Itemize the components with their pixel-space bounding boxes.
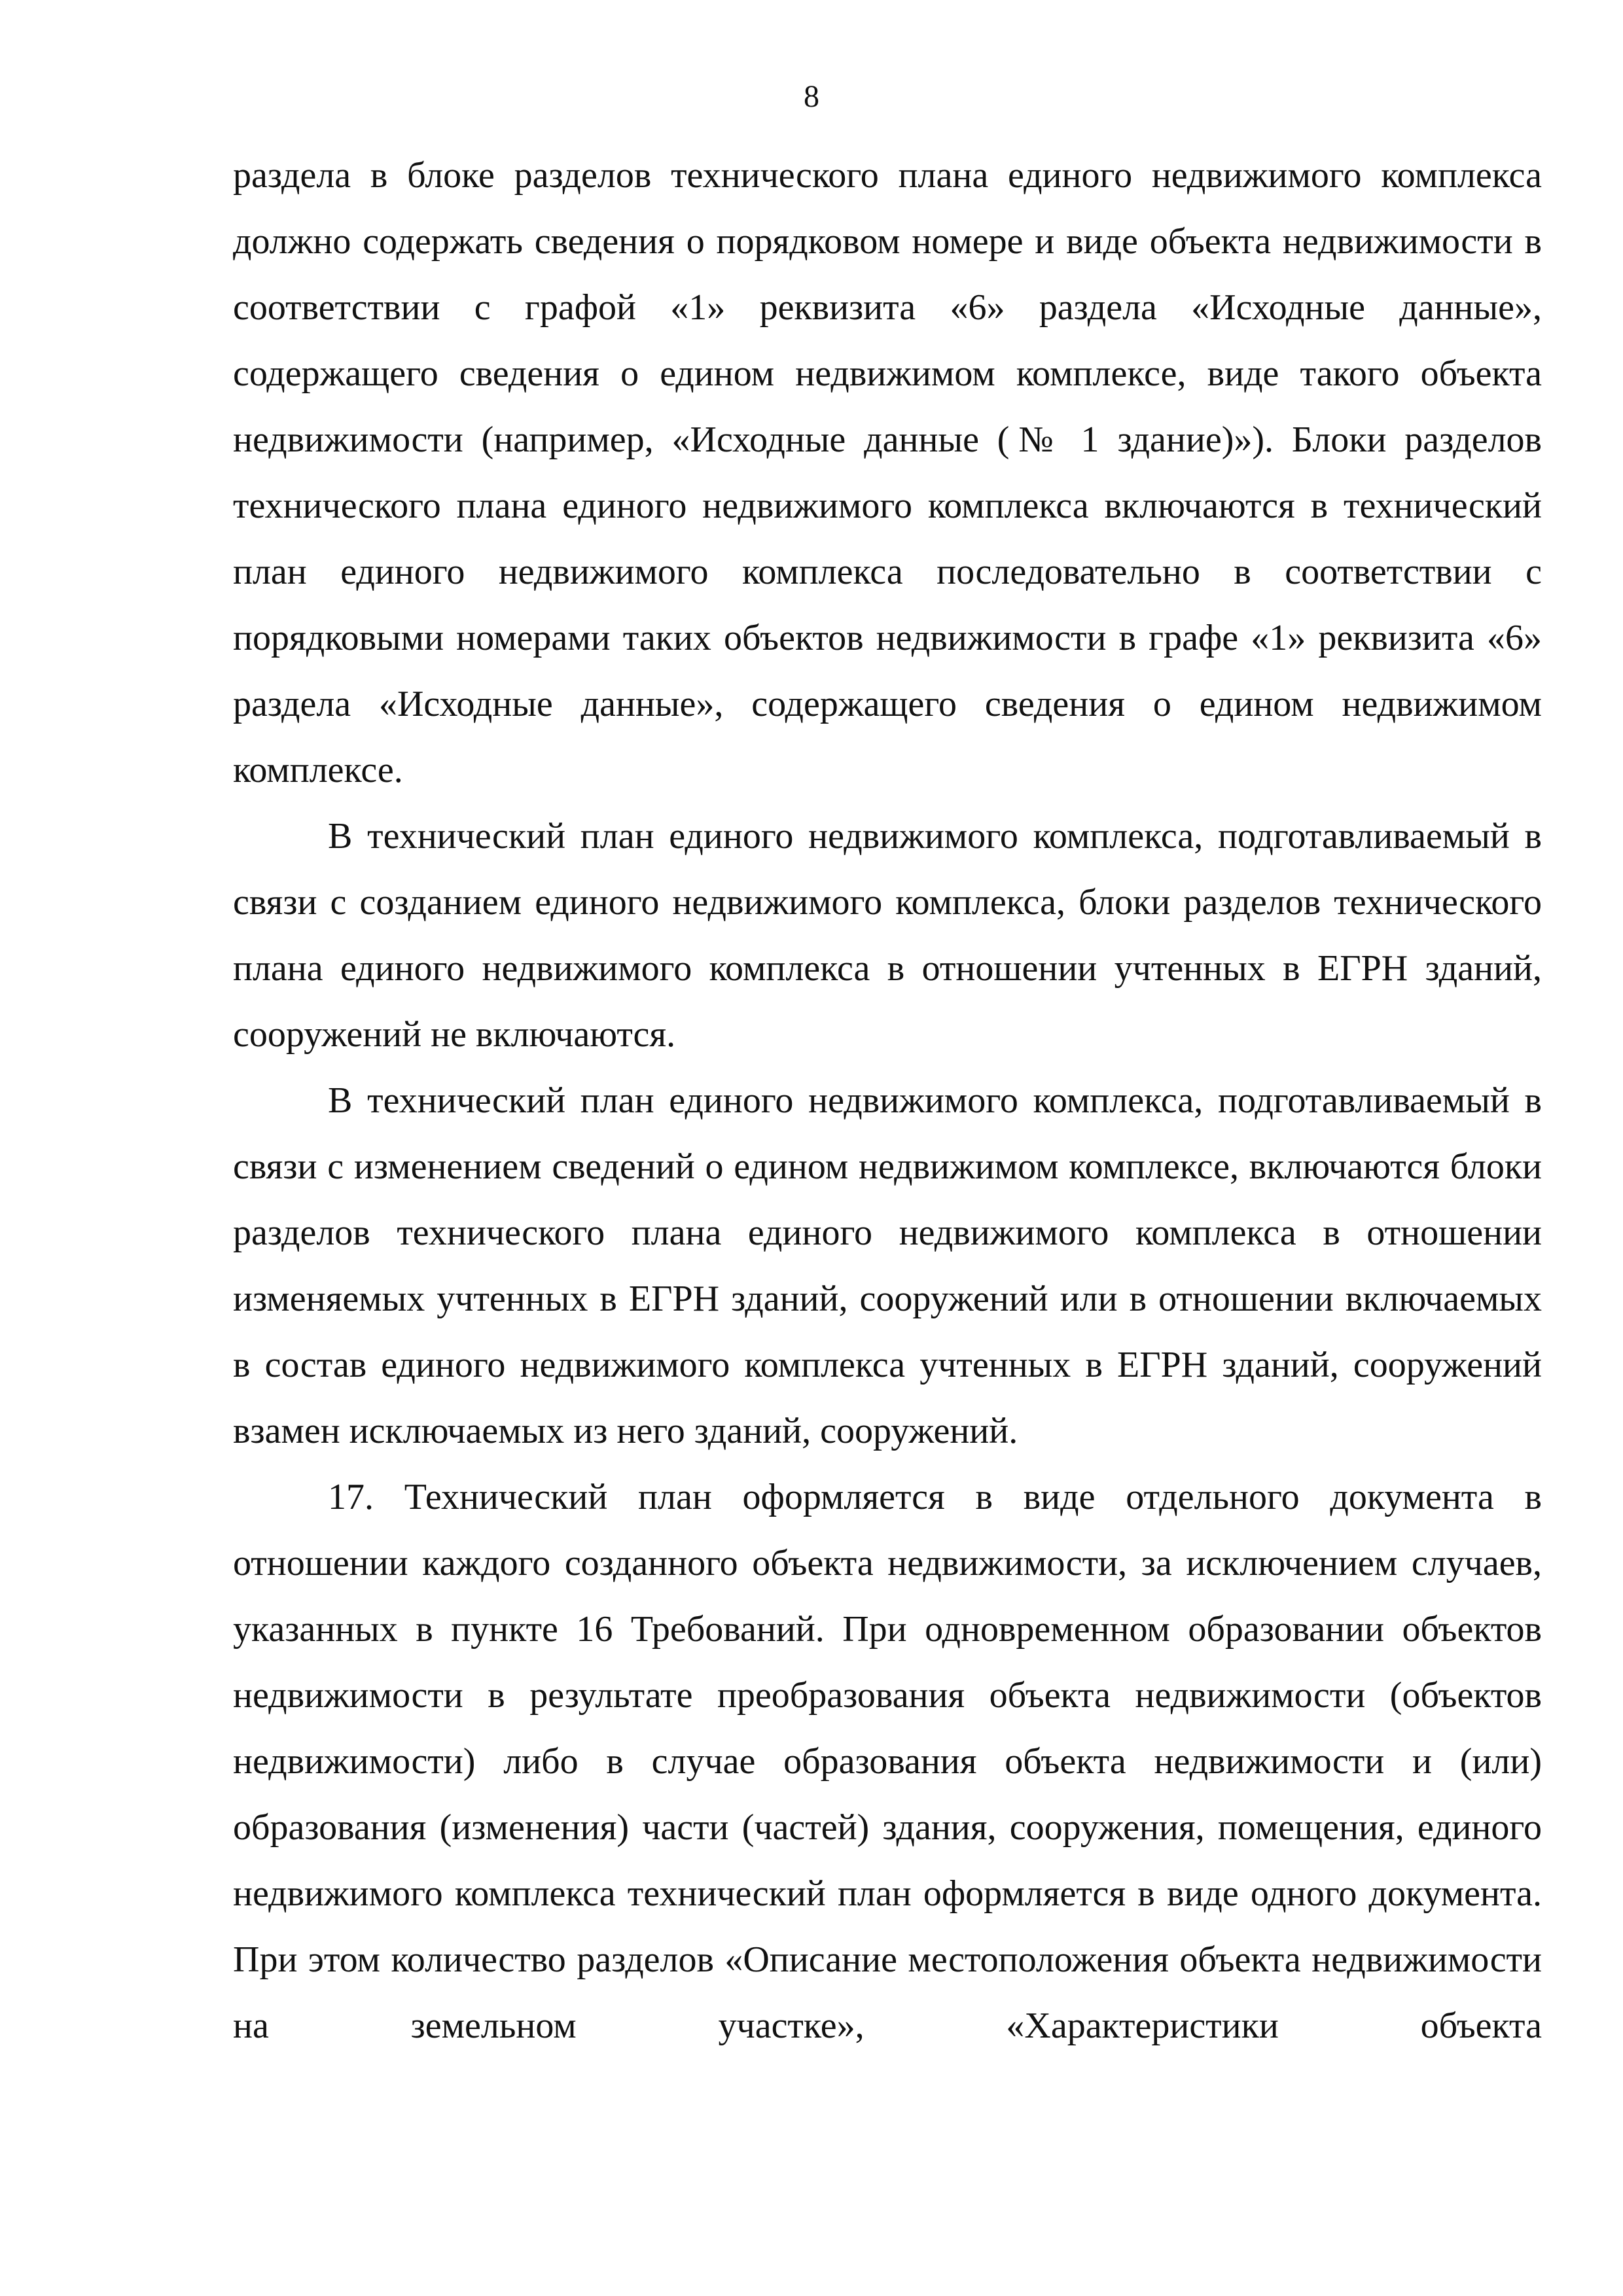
paragraph-creation: В технический план единого недвижимого комплекса, подготавливаемый в связи с созданием единого недвижимого комплекса, блоки разделов технического плана единого недвижимого комплекса в отношении учтенных в ЕГРН зданий, сооружений не включаются.	[233, 816, 1542, 1055]
paragraph-change: В технический план единого недвижимого комплекса, подготавливаемый в связи с изменением сведений о едином недвижимом комплексе, включаются блоки разделов технического плана единого недвижимого комплекса в отношении изменяемых учтенных в ЕГРН зданий, сооружений или в отношении включаемых в состав единого недвижимого комплекса учтенных в ЕГРН зданий, сооружений взамен исключаемых из него зданий, сооружений.	[233, 1080, 1542, 1451]
paragraph-item-17: 17. Технический план оформляется в виде отдельного документа в отношении каждого созданного объекта недвижимости, за исключением случаев, указанных в пункте 16 Требований. При одновременном образовании объектов недвижимости в результате преобразования объекта недвижимости (объектов недвижимости) либо в случае образования объекта недвижимости и (или) образования (изменения) части (частей) здания, сооружения, помещения, единого недвижимого комплекса технический план оформляется в виде одного документа. При этом количество разделов «Описание местоположения объекта недвижимости на земельном участке», «Характеристики объекта	[233, 1477, 1542, 2046]
document-body	[233, 143, 1542, 2059]
page-number: 8	[804, 79, 819, 114]
paragraph-continued: раздела в блоке разделов технического плана единого недвижимого комплекса должно содержать сведения о порядковом номере и виде объекта недвижимости в соответствии с графой «1» реквизита «6» раздела «Исходные данные», содержащего сведения о едином недвижимом комплексе, виде такого объекта недвижимости (например, «Исходные данные (№ 1 здание)»). Блоки разделов технического плана единого недвижимого комплекса включаются в технический план единого недвижимого комплекса последовательно в соответствии с порядковыми номерами таких объектов недвижимости в графе «1» реквизита «6» раздела «Исходные данные», содержащего сведения о едином недвижимом комплексе.	[233, 155, 1542, 790]
